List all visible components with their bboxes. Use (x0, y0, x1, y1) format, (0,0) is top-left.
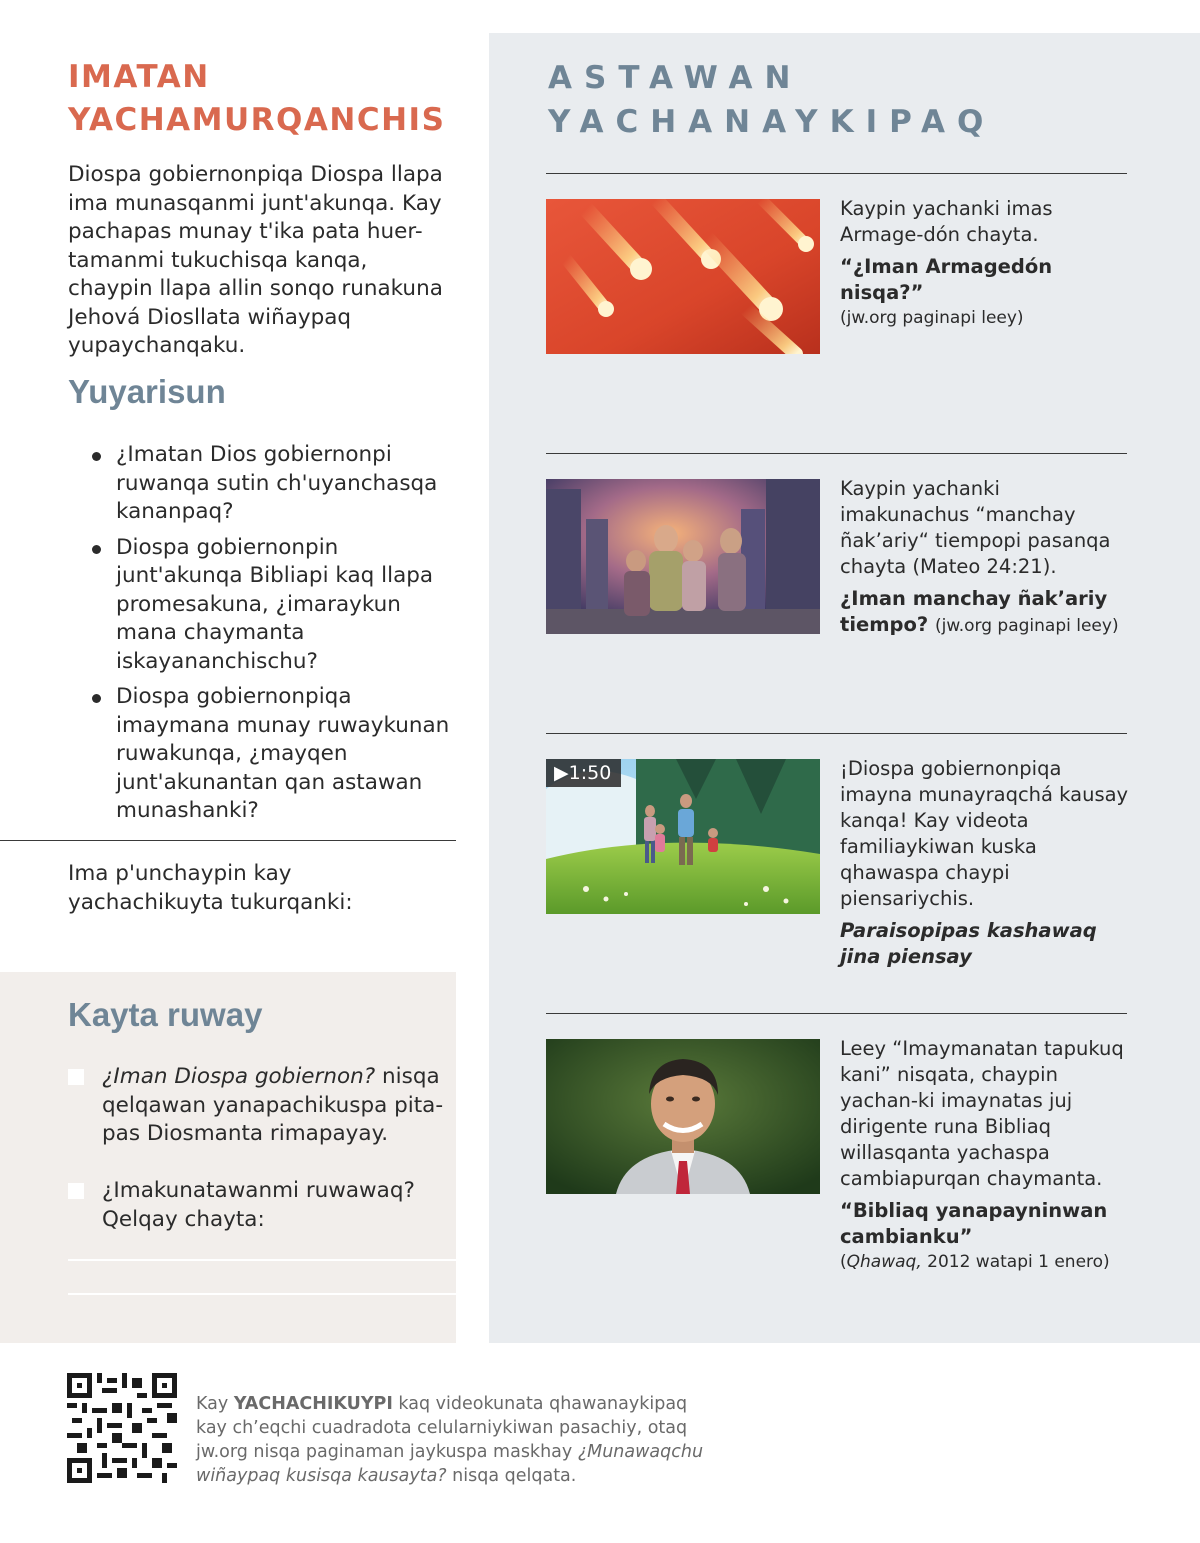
paradise-video-thumbnail[interactable] (546, 759, 820, 914)
article-title: ¿Iman manchay ñak’ariy tiempo? (840, 587, 1108, 636)
brochure-title: ¿Iman Diospa gobiernon? (102, 1064, 376, 1089)
resource-source: (jw.org paginapi leey) (935, 616, 1119, 636)
resource-item (840, 756, 1130, 970)
completion-date-prompt: Ima p'unchaypin kay yachachikuyta tukurqanki: (68, 861, 353, 915)
divider (546, 173, 1127, 174)
resource-description: Kaypin yachanki imakunachus “manchay ñak’ariy“ tiempopi pasanqa chayta (Mateo 24:21). (840, 477, 1111, 578)
checkbox[interactable] (68, 1069, 84, 1085)
task-item (68, 1063, 448, 1149)
play-icon: ▶ (554, 762, 569, 784)
divider (546, 733, 1127, 734)
lesson-title-line2: YACHAMURQANCHIS (68, 102, 446, 138)
family-in-city-image[interactable] (546, 479, 820, 634)
footer-text-pre: Kay (196, 1394, 234, 1414)
review-heading: Yuyarisun (68, 373, 226, 410)
review-question-text: Diospa gobiernonpiqa imaymana munay ruwaykunan ruwakunqa, ¿mayqen junt'akunantan qan astawan munashanki? (116, 684, 450, 823)
tasks-heading: Kayta ruway (68, 996, 263, 1033)
lesson-title-line1: IMATAN (68, 59, 210, 95)
checkbox[interactable] (68, 1183, 84, 1199)
learn-more-title-line1: ASTAWAN (548, 60, 803, 96)
video-duration: 1:50 (568, 762, 612, 784)
lesson-intro: Diospa gobiernonpiqa Diospa llapa ima munasqanmi junt'akunqa. Kay pachapas munay t'ika pata huer-tamanmi tukuchisqa kanqa, chaypin llapa allin sonqo runakuna Jehová Diosllata wiñaypaq yupaychanqaku. (68, 162, 443, 358)
learn-more-title (548, 56, 995, 144)
review-question (92, 683, 456, 826)
writing-line[interactable] (68, 1259, 456, 1261)
footer-instructions (196, 1392, 716, 1488)
resource-item (840, 196, 1130, 331)
bullet-icon (92, 452, 101, 461)
resource-description: Leey “Imaymanatan tapukuq kani” nisqata, chaypin yachan-ki imaynatas juj dirigente runa Bibliaq willasqanta yachaspa cambiapurqan chaymanta. (840, 1037, 1124, 1190)
footer-text-post: nisqa qelqata. (446, 1466, 577, 1486)
bullet-icon (92, 694, 101, 703)
resource-item (840, 1036, 1130, 1275)
review-question (92, 441, 456, 527)
divider (0, 840, 456, 841)
footer-text-bold: YACHACHIKUYPI (233, 1394, 393, 1414)
video-duration-badge (546, 759, 621, 787)
writing-line[interactable] (68, 1293, 456, 1295)
resource-source: (jw.org paginapi leey) (840, 308, 1024, 328)
magazine-title: Qhawaq, (846, 1252, 922, 1272)
divider (546, 453, 1127, 454)
task-text-rest: nisqa qelqawan yanapachikuspa pita-pas Diosmanta rimapayay. (102, 1064, 444, 1146)
meteors-image[interactable] (546, 199, 820, 354)
resource-description: ¡Diospa gobiernonpiqa imayna munayraqchá kausay kanqa! Kay videota familiaykiwan kuska qhawaspa chaypi piensariychis. (840, 757, 1129, 910)
divider (546, 1013, 1127, 1014)
resource-item (840, 476, 1130, 639)
resource-source (840, 1250, 1130, 1275)
resource-description: Kaypin yachanki imas Armage-dón chayta. (840, 197, 1053, 246)
article-link[interactable] (840, 586, 1130, 639)
qr-code-icon[interactable] (67, 1373, 177, 1483)
review-question-text: ¿Imatan Dios gobiernonpi ruwanqa sutin ch'uyanchasqa kananpaq? (116, 442, 438, 524)
article-link[interactable]: “Bibliaq yanapayninwan cambianku” (840, 1199, 1108, 1248)
task-text: ¿Imakunatawanmi ruwawaq? Qelqay chayta: (102, 1178, 415, 1232)
lesson-title (68, 56, 448, 142)
task-text (102, 1064, 443, 1146)
footer-brochure-title: ¿Munawaqchu wiñaypaq kusisqa kausayta? (196, 1442, 704, 1486)
bullet-icon (92, 545, 101, 554)
learn-more-title-line2: YACHANAYKIPAQ (548, 104, 996, 140)
footer-text-mid: kaq videokunata qhawanaykipaq kay ch’eqchi cuadradota celularniykiwan pasachiy, otaq jw.org nisqa paginaman jaykuspa maskhay (196, 1394, 688, 1462)
task-item (68, 1177, 448, 1234)
smiling-man-image[interactable] (546, 1039, 820, 1194)
paren-open: ( (840, 1252, 847, 1272)
review-questions (92, 441, 456, 833)
video-title-link[interactable]: Paraisopipas kashawaq jina piensay (840, 919, 1097, 968)
issue-date: 2012 watapi 1 enero) (921, 1252, 1110, 1272)
review-question (92, 534, 456, 677)
article-link[interactable]: “¿Iman Armagedón nisqa?” (840, 255, 1053, 304)
review-question-text: Diospa gobiernonpin junt'akunqa Bibliapi kaq llapa promesakuna, ¿imaraykun mana chaymanta iskayananchischu? (116, 534, 434, 674)
